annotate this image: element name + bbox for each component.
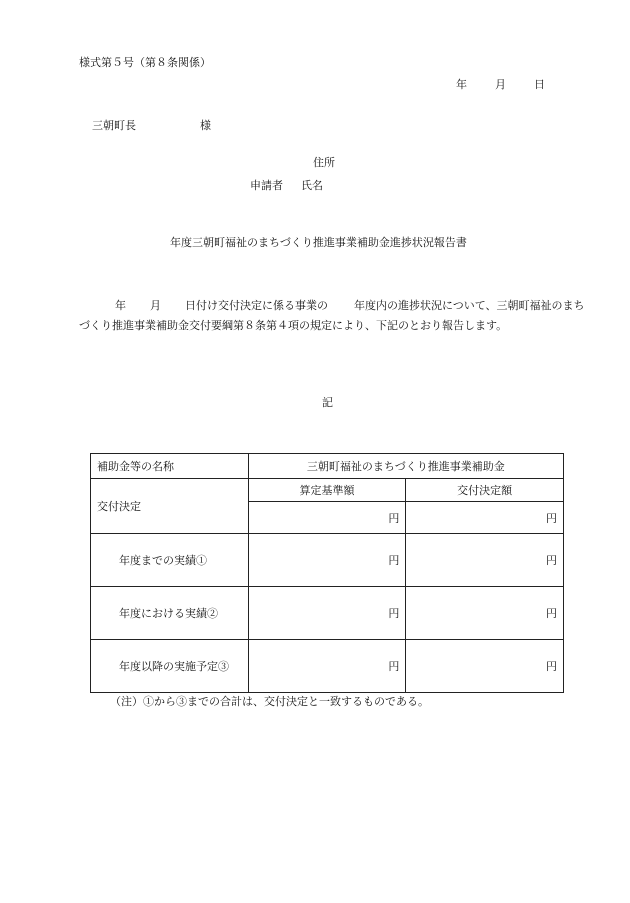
note-text: （注）①から③までの合計は、交付決定と一致するものである。 — [110, 695, 429, 708]
body-day-phrase: 日付け交付決定に係る事業の — [185, 299, 328, 312]
row-label: 年度以降の実施予定③ — [91, 640, 249, 693]
addressee — [92, 119, 211, 133]
date-day: 日 — [534, 78, 545, 91]
kofu-label-cell: 交付決定 — [91, 479, 249, 534]
name-label-cell: 補助金等の名称 — [91, 454, 249, 479]
row-base-amount: 円 — [248, 587, 406, 640]
document-title: 年度三朝町福祉のまちづくり推進事業補助金進捗状況報告書 — [170, 236, 467, 249]
col-decided-header: 交付決定額 — [406, 479, 564, 502]
name-value-cell: 三朝町福祉のまちづくり推進事業補助金 — [248, 454, 563, 479]
body-rest: 年度内の進捗状況について、三朝町福祉のまちづくり推進事業補助金交付要綱第８条第４項の規定により、下記のとおり報告します。 — [79, 299, 585, 332]
table-row — [91, 640, 564, 693]
body-year: 年 — [115, 299, 126, 312]
table-row — [91, 534, 564, 587]
kofu-base-amount: 円 — [248, 502, 406, 534]
table-row — [91, 479, 564, 502]
row-base-amount: 円 — [248, 640, 406, 693]
kofu-decided-amount: 円 — [406, 502, 564, 534]
row-label: 年度における実績② — [91, 587, 249, 640]
row-decided-amount: 円 — [406, 587, 564, 640]
row-base-amount: 円 — [248, 534, 406, 587]
date-month: 月 — [495, 78, 506, 91]
table-row — [91, 587, 564, 640]
form-number: 様式第５号（第８条関係） — [79, 56, 211, 69]
report-table — [90, 453, 564, 693]
row-decided-amount: 円 — [406, 640, 564, 693]
applicant-label: 申請者 — [250, 179, 283, 192]
addressee-honorific: 様 — [200, 119, 211, 132]
body-month: 月 — [150, 299, 161, 312]
addressee-mayor: 三朝町長 — [92, 119, 136, 132]
date-year: 年 — [456, 78, 467, 91]
row-decided-amount: 円 — [406, 534, 564, 587]
name-label: 氏名 — [301, 179, 323, 192]
row-label: 年度までの実績① — [91, 534, 249, 587]
body-text — [79, 296, 585, 336]
ki-heading: 記 — [322, 396, 333, 409]
applicant-line — [250, 179, 323, 193]
address-label: 住所 — [313, 156, 335, 169]
date-line — [456, 78, 545, 92]
col-base-header: 算定基準額 — [248, 479, 406, 502]
table-row — [91, 454, 564, 479]
